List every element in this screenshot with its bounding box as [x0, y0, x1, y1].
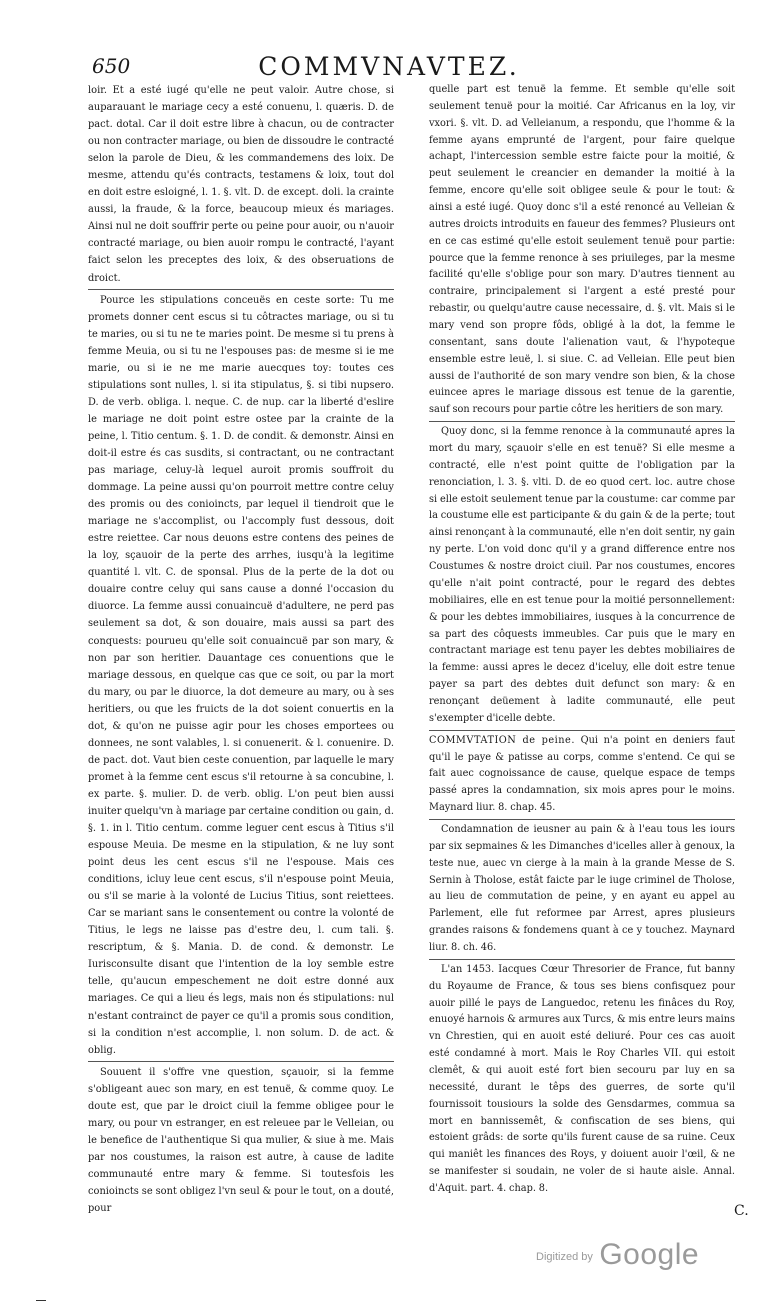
left-column [88, 82, 394, 1217]
section-title: COMMVTATION de peine. [429, 734, 575, 746]
catchword: C. [734, 1203, 749, 1219]
digitized-watermark [536, 1238, 699, 1272]
paragraph-divider [429, 421, 735, 422]
right-column [429, 82, 735, 1198]
section-entry [429, 733, 735, 817]
paragraph-divider [429, 730, 735, 731]
paragraph-divider [429, 819, 735, 820]
right-paragraph: quelle part est tenuë la femme. Et semble qu'elle soit seulement tenuë pour la moitié. Car Africanus en la loy, vir vxori. §. vlt. D. ad Velleianum, a respondu, que l'homme & la femme ayans emprunté de l'argent, pour faire quelque achapt, l'intercession semble estre faicte pour la moitié, & peut seulement le creancier en demander la moitié à la femme, encore qu'elle soit obligee seule & pour le tout: & ainsi a esté iugé. Quoy donc s'il a esté renoncé au Velleian & autres droicts introduits en faueur des femmes? Plusieurs ont en ce cas estimé qu'elle estoit seulement tenuë pour partie: pource que la femme renonce à ses priuileges, par la mesme facilité qu'elle s'oblige pour son mary. D'autres tiennent au contraire, principalement si l'argent a esté presté pour rebastir, ou quelqu'autre cause necessaire, d. §. vlt. Mais si le mary vend son propre fôds, obligé à la dot, la femme le consentant, sans doute l'alienation vaut, & l'hypoteque ensemble estre leuë, l. si siue. C. ad Velleian. Elle peut bien aussi de l'authorité de son mary vendre son bien, & la chose euincee apres le mariage dissous est tenue de la garentie, sauf son recours pour partie côtre les heritiers de son mary. [429, 84, 735, 416]
paragraph-divider [429, 959, 735, 960]
right-paragraph: Condamnation de ieusner au pain & à l'eau tous les iours par six sepmaines & les Dimanches d'icelles aller à genoux, la teste nue, auec vn cierge à la main à la grande Messe de S. Sernin à Tholose, estât faicte par le iuge criminel de Tholose, au lieu de commutation de peine, y en ayant eu appel au Parlement, elle fut reformee par Arrest, apres plusieurs grandes raisons & fondemens quant à ce y touchez. Maynard liur. 8. ch. 46. [429, 823, 735, 953]
left-paragraph: loir. Et a esté iugé qu'elle ne peut valoir. Autre chose, si auparauant le mariage cecy a esté conuenu, l. quæris. D. de pact. dotal. Car il doit estre libre à chacun, ou de contracter ou non contracter mariage, ou bien de dissoudre le contracté selon la parole de Dieu, & les commandemens des loix. De mesme, attendu qu'és contracts, testamens & loix, tout dol en doit estre esloigné, l. 1. §. vlt. D. de except. doli. la crainte aussi, la fraude, & la force, beaucoup mieux és mariages. Ainsi nul ne doit souffrir perte ou peine pour auoir, ou n'auoir contracté mariage, ou bien auoir rompu le contracté, l'ayant faict selon les preceptes des loix, & des obseruations de droict. [88, 85, 394, 284]
right-paragraph: Quoy donc, si la femme renonce à la communauté apres la mort du mary, sçauoir s'elle en est tenuë? Si elle mesme a contracté, elle n'est point quitte de l'obligation par la renonciation, l. 3. §. vlti. D. de eo quod cert. loc. autre chose si elle estoit seulement tenue par la coustume: car comme par la coustume elle est participante & du gain & de la perte; tout ainsi renonçant à la communauté, elle n'en doit sentir, ny gain ny perte. L'on void donc qu'il y a grand difference entre nos Coustumes & nostre droict ciuil. Par nos coustumes, encores qu'elle n'ait point contracté, pour le regard des debtes mobiliaires, elle en est tenue pour la moitié personnellement: & pour les debtes immobiliaires, iusques à la concurrence de sa part des côquests immeubles. Car puis que le mary en contractant mariage est tenu payer les debtes mobiliaires de la femme: aussi apres le decez d'iceluy, elle doit estre tenue payer sa part des debtes duit defunct son mary: & en renonçant deüement à ladite communauté, elle peut s'exempter d'icelle debte. [429, 426, 735, 724]
section-text: Qui n'a point en deniers faut qu'il le paye & patisse au corps, comme s'entend. Ce qui se fait auec cognoissance de cause, quelque espace de temps passé apres la condamnation, six mois apres pour le moins. Maynard liur. 8. chap. 45. [429, 734, 735, 814]
paragraph-divider [88, 1061, 394, 1062]
page-edge-mark [36, 1300, 46, 1301]
left-paragraph: Souuent il s'offre vne question, sçauoir, si la femme s'obligeant auec son mary, en est tenuë, & comme quoy. Le doute est, que par le droict ciuil la femme obligee pour le mary, ou pour vn estranger, en est releuee par le Velleian, ou le benefice de l'authentique Si qua mulier, & siue à me. Mais par nos coustumes, la raison est autre, à cause de ladite communauté entre mary & femme. Si toutesfois les conioincts se sont obligez l'vn seul & pour le tout, on a douté, pour [88, 1066, 394, 1215]
watermark-prefix: Digitized by [536, 1251, 593, 1263]
right-paragraph: L'an 1453. Iacques Cœur Thresorier de France, fut banny du Royaume de France, & tous ses biens confisquez pour auoir pillé le pays de Languedoc, retenu les finâces du Roy, enuoyé harnois & armures aux Turcs, & mis entre leurs mains vn Chrestien, qui en auoit esté deliuré. Pour ces cas auoit esté condamné à mort. Mais le Roy Charles VII. qui estoit clemêt, & qui auoit esté fort bien secouru par luy en sa necessité, durant le têps des guerres, de sorte qu'il fournissoit tousiours la solde des Gensdarmes, commua sa mort en bannissemêt, & confiscation de ses biens, qui estoient grâds: de sorte qu'ils furent cause de sa ruine. Ceux qui maniêt les finances des Roys, y doiuent auoir l'œil, & ne se manifester si soudain, ne voler de si haute aisle. Annal. d'Aquit. part. 4. chap. 8. [429, 963, 735, 1194]
page-header [84, 52, 694, 84]
left-paragraph: Pource les stipulations conceuës en ceste sorte: Tu me promets donner cent escus si tu côtractes mariage, ou si tu te maries, ou si tu ne te maries point. De mesme si tu prens à femme Meuia, ou si tu ne l'espouses pas: de mesme si ie me marie, ou si ie ne me marie auecques toy: toutes ces stipulations sont nulles, l. si ita stipulatus, §. si tibi nupsero. D. de verb. obliga. l. neque. C. de nup. car la liberté d'eslire le mariage ne doit point estre ostee par la crainte de la peine, l. Titio centum. §. 1. D. de condit. & demonstr. Ainsi en doit-il estre és cas susdits, si contractant, ou ne contractant pas mariage, celuy-là lequel auroit promis souffroit du dommage. La peine aussi qu'on pourroit mettre contre celuy des promis ou des conioincts, par lequel il tiendroit que le mariage ne s'accomplist, ou l'accomply fust dessous, doit estre reiettee. Car nous deuons estre contens des peines de la loy, sçauoir de la perte des arrhes, iusqu'à la legitime quantité l. vlt. C. de sponsal. Plus de la perte de la dot ou douaire contre celuy qui sans cause a donné l'occasion du diuorce. La femme aussi conuaincuë d'adultere, ne perd pas seulement sa dot, & son douaire, mais aussi sa part des conquests: pourueu qu'elle soit conuaincuë par son mary, & non par son heritier. Dauantage ces conuentions que le mariage dessous, en quelque cas que ce soit, ou par la mort du mary, ou par le diuorce, la dot demeure au mary, ou à ses heritiers, ou que les fruicts de la dot soient conuertis en la dot, & qu'on ne puisse agir pour les choses emportees ou donnees, ne sont valables, l. si conuenerit. & l. conuenire. D. de pact. dot. Vaut bien ceste conuention, par laquelle le mary promet à la femme cent escus s'il retourne à sa concubine, l. ex parte. §. mulier. D. de verb. oblig. L'on peut bien aussi inuiter quelqu'vn à mariage par certaine condition ou gain, d. §. 1. in l. Titio centum. comme leguer cent escus à Titius s'il espouse Meuia. De mesme en la stipulation, & ne luy sont point deus les cent escus s'il ne l'espouse. Mais ces conditions, icluy leue cent escus, s'il n'espouse point Meuia, ou s'il se marie à la volonté de Lucius Titius, sont reiettees. Car se mariant sans le consentement ou contre la volonté de Titius, le legs ne laisse pas d'estre deu, l. cum tali. §. rescriptum, & §. Mania. D. de cond. & demonstr. Le Iurisconsulte disant que l'intention de la loy semble estre telle, qu'aucun empeschement ne doit estre donné aux mariages. Ce qui a lieu és legs, mais non és stipulations: nul n'estant contrainct de payer ce qu'il a promis sous condition, si la condition n'est accomplie, l. non solum. D. de act. & oblig. [88, 294, 394, 1056]
page-number: 650 [92, 54, 131, 78]
google-logo: Google [599, 1238, 700, 1271]
paragraph-divider [88, 289, 394, 290]
running-title: COMMVNAVTEZ. [258, 52, 520, 81]
